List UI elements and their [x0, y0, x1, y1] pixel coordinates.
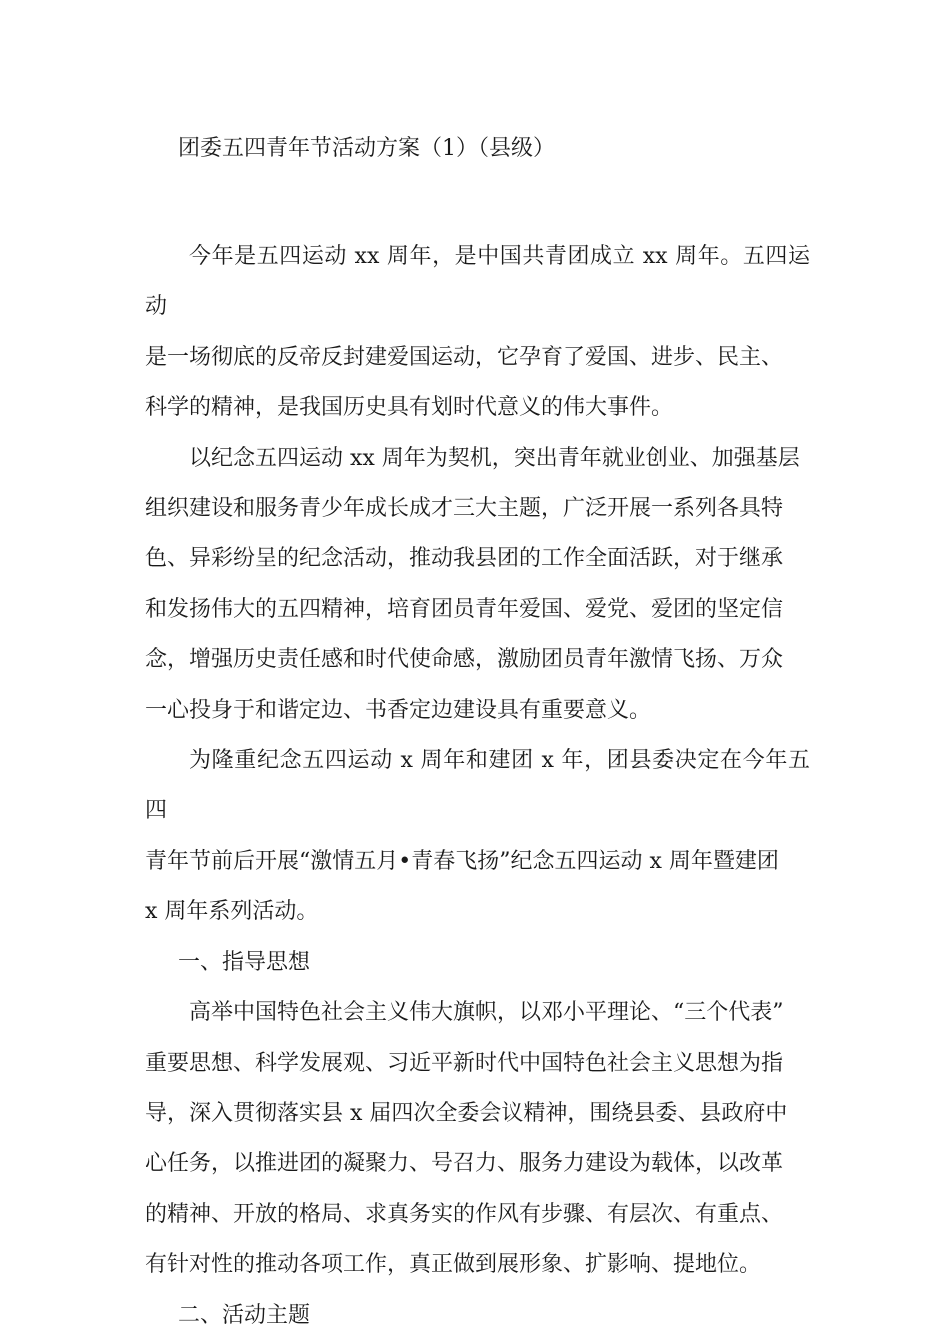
- intro-paragraph-2: 以纪念五四运动 xx 周年为契机，突出青年就业创业、加强基层 组织建设和服务青少年成长成才三大主题，广泛开展一系列各具特 色、异彩纷呈的纪念活动，推动我县团的工作全面活跃，对于继承 和发扬伟大的五四精神，培育团员青年爱国、爱党、爱团的坚定信 念，增强历史责任感和时代使命感，激励团员青年激情飞扬、万众 一心投身于和谐定边、书香定边建设具有重要意义。: [145, 445, 800, 723]
- document-title: 团委五四青年节活动方案（1）（县级）: [178, 136, 555, 161]
- intro-paragraph-1: 今年是五四运动 xx 周年，是中国共青团成立 xx 周年。五四运动 是一场彻底的反帝反封建爱国运动，它孕育了爱国、进步、民主、 科学的精神，是我国历史具有划时代意义的伟大事件。: [145, 244, 810, 421]
- guiding-ideology-paragraph: 高举中国特色社会主义伟大旗帜，以邓小平理论、“三个代表” 重要思想、科学发展观、习近平新时代中国特色社会主义思想为指 导，深入贯彻落实县 x 届四次全委会议精神，围绕县委、县政府中 心任务，以推进团的凝聚力、号召力、服务力建设为载体，以改革 的精神、开放的格局、求真务实的作风有步骤、有层次、有重点、 有针对性的推动各项工作，真正做到展形象、扩影响、提地位。: [145, 1000, 788, 1278]
- intro-paragraph-3: 为隆重纪念五四运动 x 周年和建团 x 年，团县委决定在今年五四 青年节前后开展“激情五月•青春飞扬”纪念五四运动 x 周年暨建团 x 周年系列活动。: [145, 748, 810, 925]
- section-heading-activity-theme: 二、活动主题: [178, 1302, 311, 1328]
- section-heading-guiding-ideology: 一、指导思想: [178, 949, 311, 975]
- document-body: [145, 232, 810, 1341]
